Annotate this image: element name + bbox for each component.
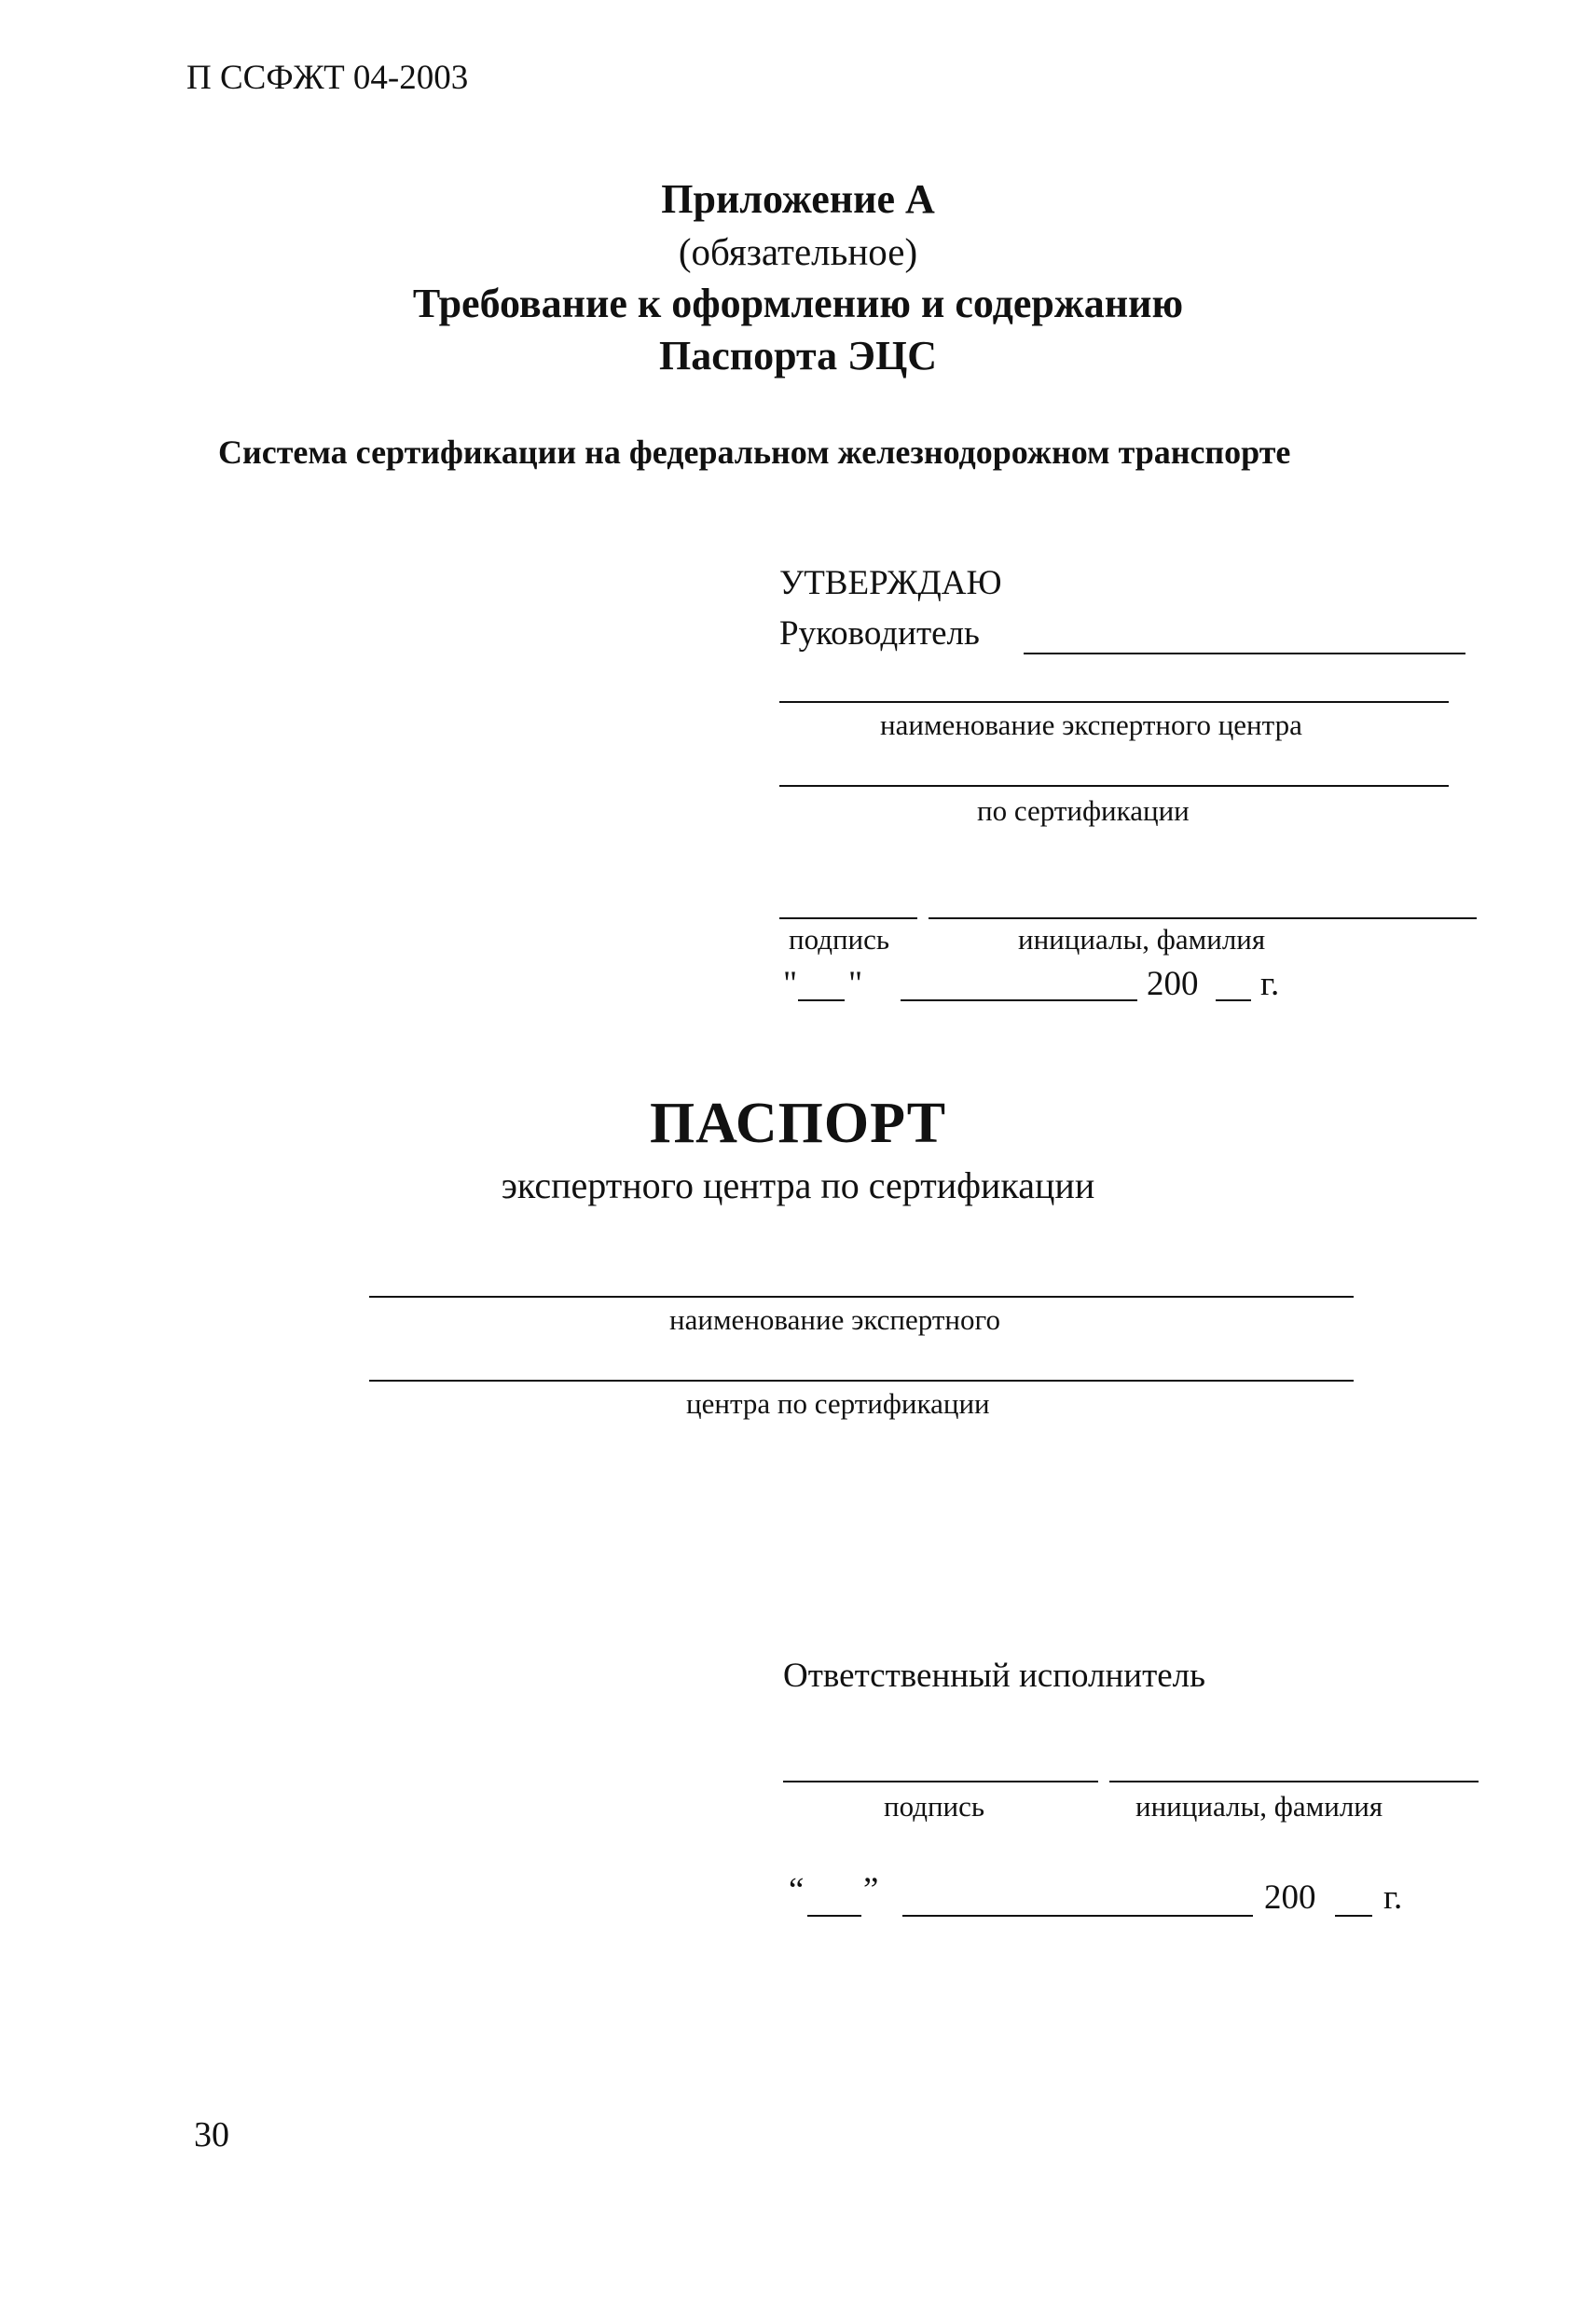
appendix-subtitle: (обязательное)	[678, 230, 918, 273]
date-year-suffix-line	[1216, 999, 1251, 1001]
responsible-date-day-line	[807, 1915, 861, 1917]
page-number: 30	[194, 2115, 229, 2154]
date-suffix: г.	[1260, 965, 1280, 1003]
passport-name-caption: наименование экспертного	[669, 1303, 1000, 1336]
responsible-label: Ответственный исполнитель	[783, 1657, 1205, 1695]
center-name-line	[779, 701, 1449, 703]
signature-line	[779, 917, 917, 919]
signature-caption: подпись	[789, 923, 890, 956]
passport-center-caption: центра по сертификации	[686, 1387, 990, 1420]
passport-name-line	[369, 1296, 1354, 1298]
initials-line	[929, 917, 1477, 919]
passport-center-line	[369, 1380, 1354, 1382]
responsible-date-year-suffix-line	[1335, 1915, 1372, 1917]
responsible-date-open-quote: “	[789, 1871, 805, 1909]
passport-subtitle: экспертного центра по сертификации	[501, 1164, 1095, 1206]
certification-line	[779, 785, 1449, 787]
date-month-line	[901, 999, 1137, 1001]
certification-system-line: Система сертификации на федеральном железнодорожном транспорте	[218, 434, 1291, 471]
responsible-date-close-quote: ”	[863, 1871, 879, 1909]
appendix-title: Приложение А	[661, 176, 935, 222]
date-open-quote: "	[783, 965, 798, 1003]
passport-ecs-title: Паспорта ЭЦС	[659, 333, 937, 378]
responsible-signature-caption: подпись	[884, 1790, 985, 1823]
responsible-initials-line	[1109, 1781, 1479, 1782]
responsible-signature-line	[783, 1781, 1098, 1782]
approve-label: УТВЕРЖДАЮ	[779, 564, 1002, 602]
center-name-caption: наименование экспертного центра	[880, 709, 1302, 741]
responsible-initials-caption: инициалы, фамилия	[1135, 1790, 1383, 1823]
requirement-title: Требование к оформлению и содержанию	[412, 281, 1184, 326]
head-name-line	[1024, 653, 1465, 654]
responsible-date-month-line	[902, 1915, 1253, 1917]
date-year: 200	[1147, 965, 1199, 1003]
passport-title: ПАСПОРТ	[649, 1092, 947, 1155]
date-day-line	[798, 999, 845, 1001]
date-close-quote: "	[848, 965, 863, 1003]
responsible-date-year: 200	[1264, 1878, 1316, 1917]
head-label: Руководитель	[779, 614, 980, 653]
document-code: П ССФЖТ 04-2003	[186, 59, 469, 97]
responsible-date-suffix: г.	[1383, 1878, 1403, 1917]
initials-caption: инициалы, фамилия	[1018, 923, 1266, 956]
certification-caption: по сертификации	[977, 794, 1190, 827]
